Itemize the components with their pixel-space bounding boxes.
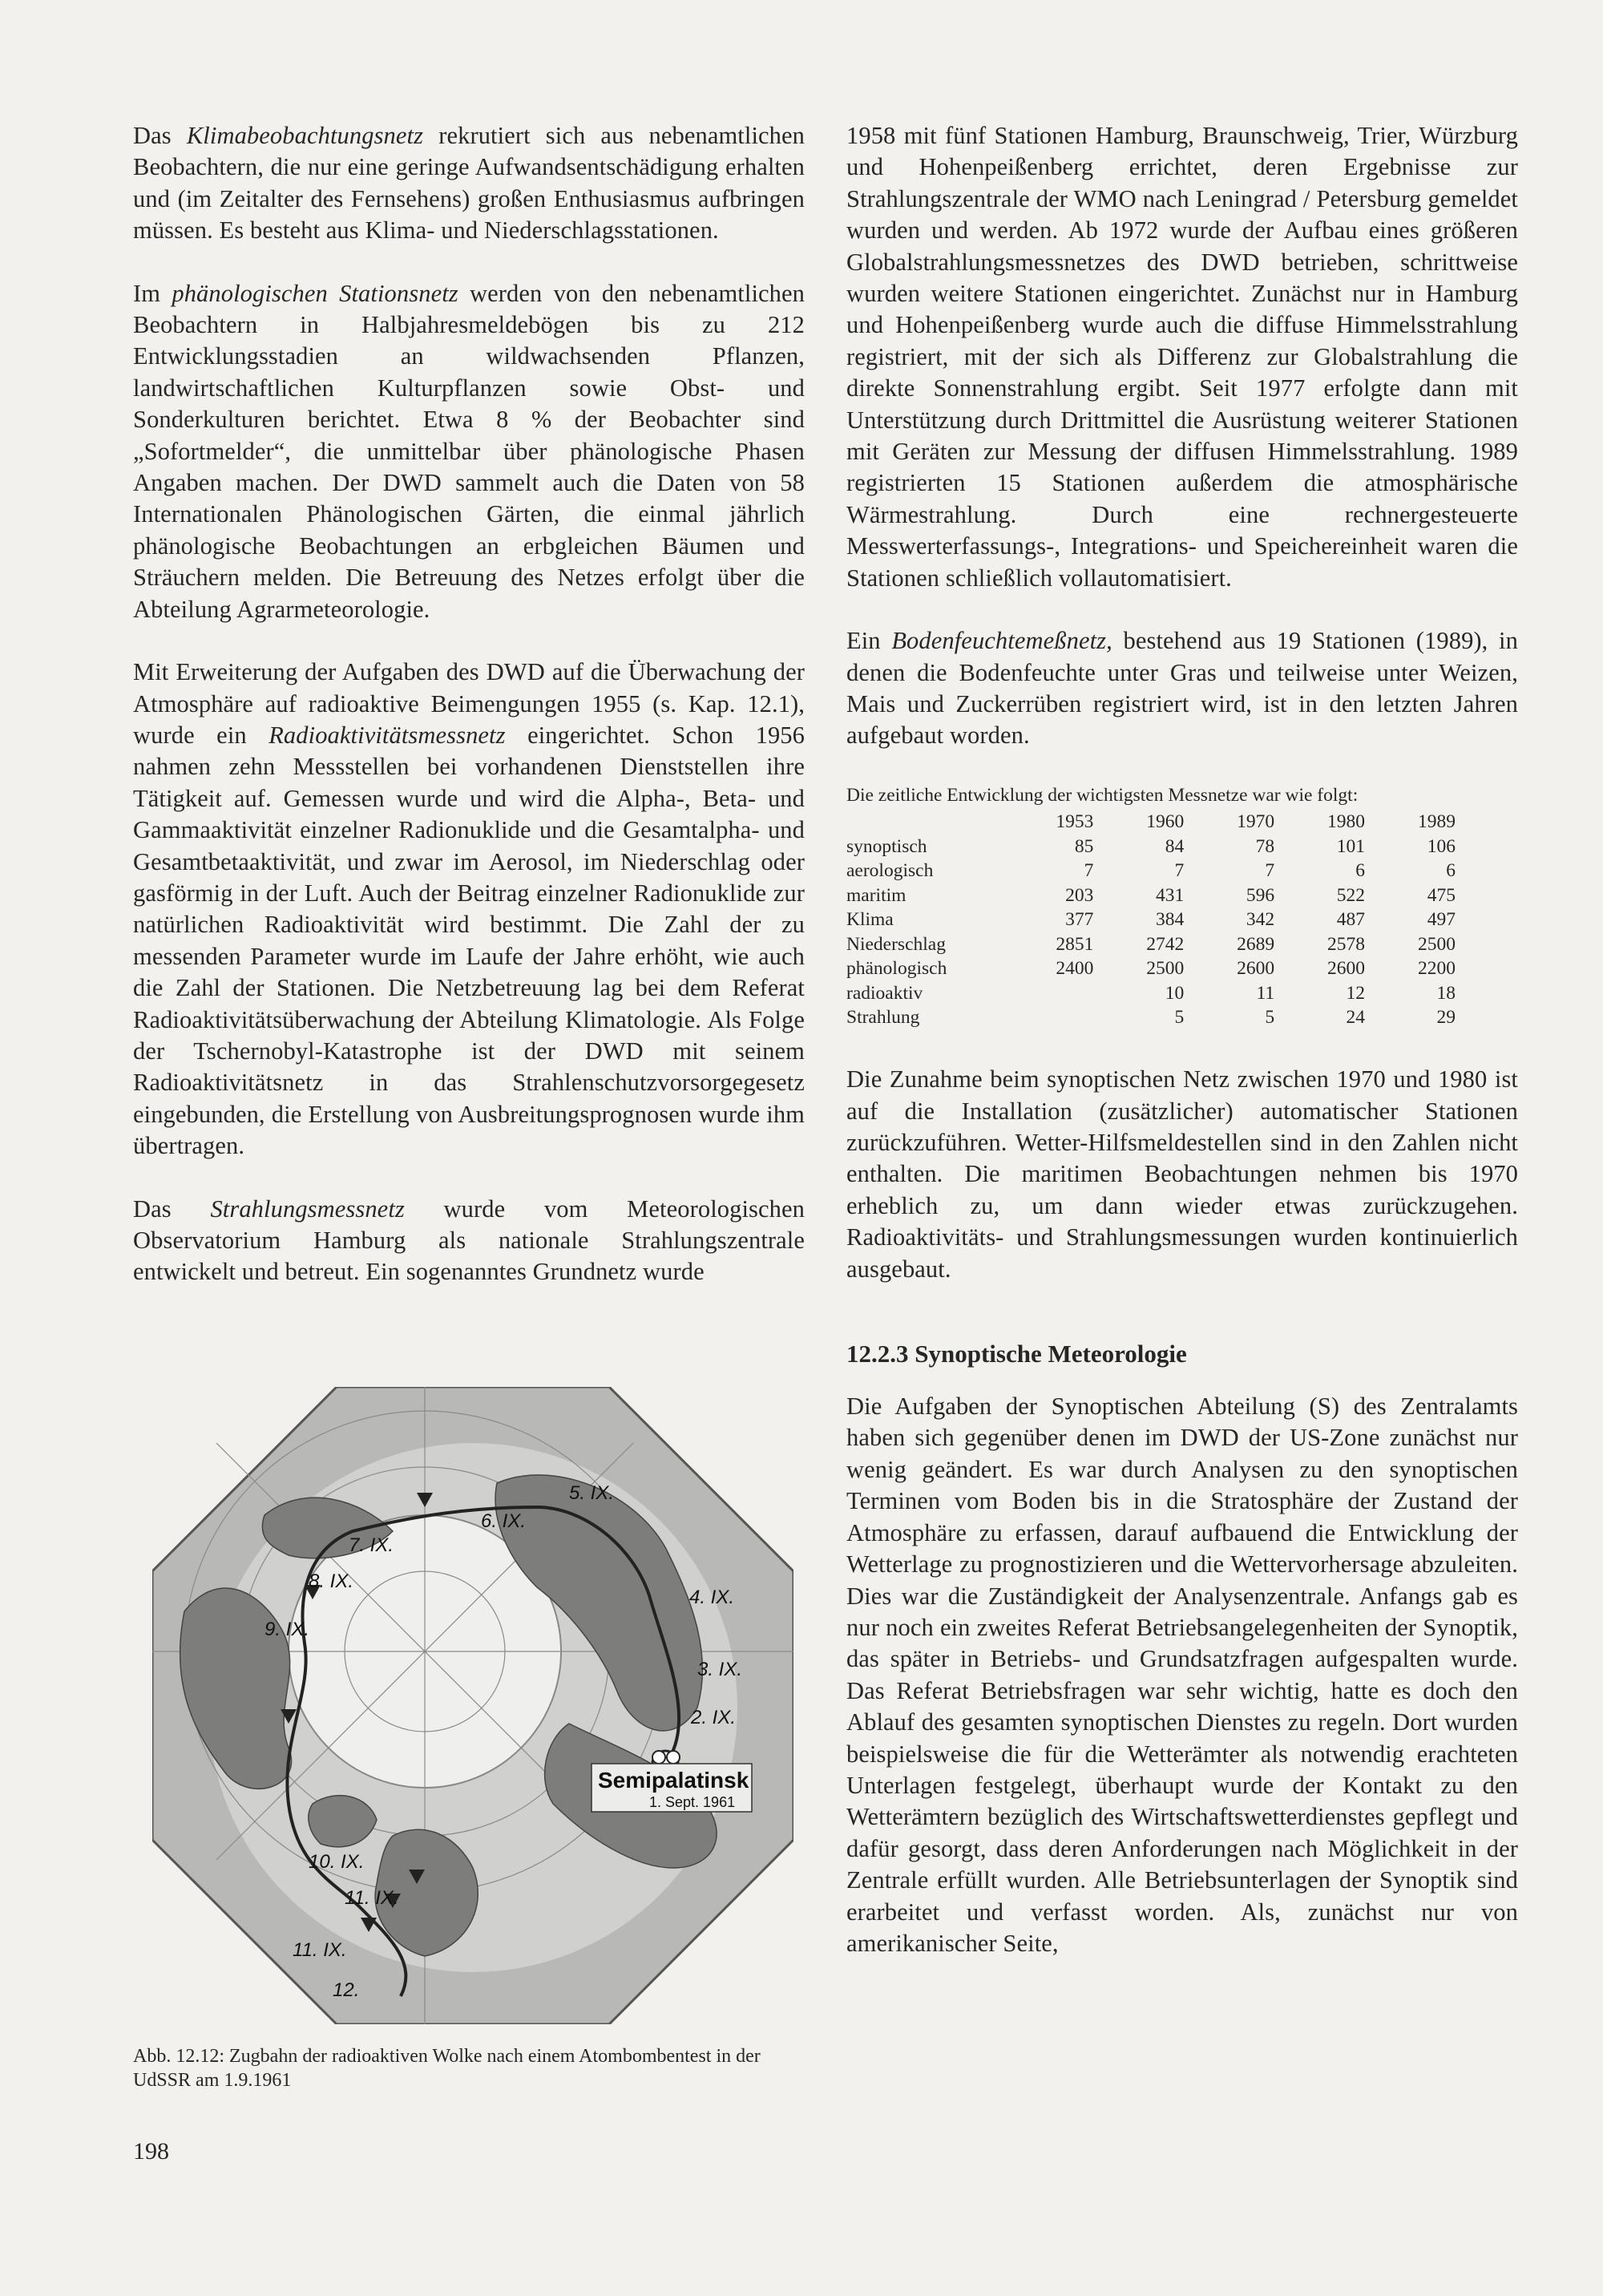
paragraph-grundnetz: 1958 mit fünf Stationen Hamburg, Braunschweig, Trier, Würzburg und Hohenpeißenberg errichtet, deren Ergebnisse zur Strahlungszentrale der WMO nach Leningrad / Petersburg gemeldet wurden und werden. Ab 1972 wurde der Aufbau eines größeren Globalstrahlungsmessnetzes des DWD betrieben, schrittweise wurden weitere Stationen eingerichtet. Zunächst nur in Hamburg und Hohenpeißenberg wurde auch die diffuse Himmelsstrahlung registriert, mit der sich als Differenz zur Globalstrahlung die direkte Sonnenstrahlung ergibt. Seit 1977 erfolgte dann mit Unterstützung durch Drittmittel die Ausrüstung weiterer Stationen mit Geräten zur Messung der diffusen Himmelsstrahlung. 1989 registrierten 15 Stationen außerdem die atmosphärische Wärmestrahlung. Durch eine rechnergesteuerte Messwerterfassungs-, Integrations- und Speichereinheit waren die Stationen schließlich vollautomatisiert. [846, 122, 1518, 592]
table-cell: 431 [1155, 884, 1185, 906]
table-cell: 384 [1155, 909, 1185, 931]
paragraph-phaenologisches-netz: Im phänologischen Stationsnetz werden von den nebenamtlichen Beobachtern in Halbjahresmeldebögen bis zu 212 Entwicklungsstadien an wildwachsenden Pflanzen, landwirtschaftlichen Kulturpflanzen sowie Obst- und Sonderkulturen berichtet. Etwa 8 % der Beobachter sind „Sofortmelder“, die unmittelbar über phänologische Phasen Angaben machen. Der DWD sammelt auch die Daten von 58 Internationalen Phänologischen Gärten, die einmal jährlich phänologische Beobachtungen an erbgleichen Bäumen und Sträuchern melden. Die Betreuung des Netzes erfolgt über die Abteilung Agrarmeteorologie. [133, 279, 805, 623]
paragraph-klimabeobachtungsnetz: Das Klimabeobachtungsnetz rekrutiert sich aus nebenamtlichen Beobachtern, die nur eine geringe Aufwandsentschädigung erhalten und (im Zeitalter des Fernsehens) großen Enthusiasmus aufbringen müssen. Es besteht aus Klima- und Niederschlagsstationen. [133, 122, 805, 245]
table-cell: 596 [1246, 884, 1275, 906]
table-cell [1003, 981, 1093, 1006]
year-header: 1980 [1327, 811, 1366, 833]
label-6-ix: 6. IX. [481, 1510, 527, 1532]
table-cell [1003, 1006, 1093, 1031]
table-cell: 497 [1427, 909, 1456, 931]
label-11-ix-b: 11. IX. [293, 1939, 347, 1961]
year-header: 1989 [1418, 811, 1456, 833]
table-row [846, 981, 1456, 1006]
paragraph-bodenfeuchte: Ein Bodenfeuchtemeßnetz, bestehend aus 19 Stationen (1989), in denen die Bodenfeuchte unter Gras und teilweise unter Weizen, Mais und Zuckerrüben registriert wird, ist in den letzten Jahren aufgebaut worden. [846, 627, 1518, 750]
paragraph-strahlungsmessnetz: Das Strahlungsmessnetz wurde vom Meteorologischen Observatorium Hamburg als nationale Strahlungszentrale entwickelt und betreut. Ein sogenanntes Grundnetz wurde [133, 1194, 805, 1286]
network-table-block [846, 783, 1518, 1031]
table-row [846, 835, 1456, 859]
table-cell: 5 [1174, 1007, 1185, 1029]
table-cell: 487 [1336, 909, 1366, 931]
table-row [846, 883, 1456, 908]
table-cell: 2851 [1056, 933, 1094, 955]
table-cell: 12 [1346, 982, 1366, 1004]
table-cell: 6 [1355, 860, 1366, 882]
table-cell: 475 [1427, 884, 1456, 906]
year-header: 1953 [1056, 811, 1094, 833]
label-4-ix: 4. IX. [689, 1587, 735, 1608]
table-cell: 18 [1436, 982, 1456, 1004]
table-cell: 5 [1265, 1007, 1275, 1029]
table-cell: 29 [1436, 1007, 1456, 1029]
table-cell: 2689 [1237, 933, 1275, 955]
table-cell: 85 [1074, 835, 1094, 857]
page-number: 198 [133, 2138, 169, 2165]
row-label: aerologisch [846, 860, 934, 882]
table-cell: 203 [1065, 884, 1094, 906]
label-8-ix: 8. IX. [309, 1570, 354, 1592]
table-cell: 342 [1246, 909, 1275, 931]
figure-caption: Abb. 12.12: Zugbahn der radioaktiven Wolke nach einem Atombombentest in der UdSSR am 1.9.1961 [133, 2046, 761, 2091]
label-7-ix: 7. IX. [349, 1534, 394, 1556]
label-10-ix: 10. IX. [309, 1851, 365, 1873]
row-label: Niederschlag [846, 933, 946, 955]
polar-map [152, 1387, 793, 2024]
label-12: 12. [333, 1979, 360, 2001]
table-cell: 2400 [1056, 958, 1094, 980]
table-cell: 2200 [1418, 958, 1456, 980]
table-row [846, 957, 1456, 982]
section-heading: 12.2.3 Synoptische Meteorologie [846, 1340, 1187, 1368]
semipalatinsk-label [592, 1764, 752, 1812]
table-cell: 2500 [1146, 958, 1185, 980]
table-cell: 2600 [1237, 958, 1275, 980]
paragraph-synoptische-abteilung: Die Aufgaben der Synoptischen Abteilung (S) des Zentralamts haben sich gegenüber denen im DWD der US-Zone zunächst nur wenig geändert. Es war durch Analysen zu den synoptischen Terminen vom Boden bis in die Stratosphäre der Zustand der Atmosphäre zu erfassen, darauf aufbauend die Entwicklung der Wetterlage zu prognostizieren und die Wettervorhersage abzuleiten. Dies war die Zuständigkeit der Analysenzentrale. Anfangs gab es nur noch ein zweites Referat Betriebsangelegenheiten der Synoptik, das später in Betriebs- und Grundsatzfragen aufgespalten wurde. Das Referat Betriebsfragen war sehr wichtig, hatte es doch den Ablauf des gesamten synoptischen Dienstes zu regeln. Dort wurden beispielsweise die für die Wetterämter als notwendig erachteten Unterlagen festgelegt, überhaupt wurde der Kontakt zu den Wetterämtern bezüglich des Wirtschaftswetterdienstes gepflegt und dafür gesorgt, dass deren Anforderungen nach Möglichkeit in der Zentrale erfüllt wurden. Alle Betriebsunterlagen der Synoptik sind erarbeitet und verfasst worden. Als, zunächst nur von amerikanischer Seite, [846, 1393, 1518, 1957]
year-header: 1970 [1237, 811, 1275, 833]
test-date: 1. Sept. 1961 [649, 1794, 736, 1810]
label-2-ix: 2. IX. [691, 1707, 737, 1728]
label-5-ix: 5. IX. [569, 1482, 615, 1504]
label-11-ix-a: 11. IX. [345, 1887, 399, 1909]
row-label: phänologisch [846, 958, 947, 980]
label-9-ix: 9. IX. [264, 1619, 310, 1640]
row-label: Klima [846, 909, 894, 931]
table-cell: 7 [1174, 860, 1185, 882]
table-cell: 7 [1265, 860, 1275, 882]
table-row [846, 859, 1456, 884]
year-header: 1960 [1146, 811, 1185, 833]
table-cell: 2578 [1327, 933, 1366, 955]
table-cell: 6 [1446, 860, 1456, 882]
table-cell: 2600 [1327, 958, 1366, 980]
figure-map [152, 1387, 793, 2024]
row-label: synoptisch [846, 835, 927, 857]
left-column [133, 120, 805, 1320]
label-3-ix: 3. IX. [697, 1659, 743, 1680]
table-cell: 2500 [1418, 933, 1456, 955]
table-cell: 10 [1165, 982, 1185, 1004]
table-cell: 84 [1165, 835, 1185, 857]
network-table [846, 810, 1456, 1031]
table-cell: 101 [1336, 835, 1366, 857]
place-name: Semipalatinsk [598, 1768, 749, 1793]
row-label: maritim [846, 884, 906, 906]
table-cell: 7 [1084, 860, 1094, 882]
table-header-row [846, 810, 1456, 835]
table-row [846, 1006, 1456, 1031]
paragraph-zunahme: Die Zunahme beim synoptischen Netz zwischen 1970 und 1980 ist auf die Installation (zusätzlicher) automatischer Stationen zurückzuführen. Wetter-Hilfsmeldestellen sind in den Zahlen nicht enthalten. Die maritimen Beobachtungen nehmen bis 1970 erheblich zu, um dann wieder etwas zurückzugehen. Radioaktivitäts- und Strahlungsmessungen wurden kontinuierlich ausgebaut. [846, 1065, 1518, 1283]
right-column [846, 120, 1518, 1991]
row-label: Strahlung [846, 1007, 920, 1029]
table-cell: 24 [1346, 1007, 1366, 1029]
table-row [846, 908, 1456, 933]
table-cell: 2742 [1146, 933, 1185, 955]
paragraph-radioaktivitaetsmessnetz: Mit Erweiterung der Aufgaben des DWD auf die Überwachung der Atmosphäre auf radioaktive Beimengungen 1955 (s. Kap. 12.1), wurde ein Radioaktivitätsmessnetz eingerichtet. Schon 1956 nahmen zehn Messstellen bei vorhandenen Dienststellen ihre Tätigkeit auf. Gemessen wurde und wird die Alpha-, Beta- und Gammaaktivität einzelner Radionuklide und die Gesamtalpha- und Gesamtbetaaktivität, und zwar im Aerosol, im Niederschlag oder gasförmig in der Luft. Auch der Beitrag einzelner Radionuklide zur natürlichen Radioaktivität wird bestimmt. Die Zahl der zu messenden Parameter wurde im Laufe der Jahre erhöht, wie auch die Zahl der Stationen. Die Netzbetreuung lag bei dem Referat Radioaktivitätsüberwachung der Abteilung Klimatologie. Als Folge der Tschernobyl-Katastrophe ist der DWD mit seinem Radioaktivitätsnetz in das Strahlenschutzvorsorgegesetz eingebunden, die Erstellung von Ausbreitungsprognosen wurde ihm übertragen. [133, 658, 806, 1160]
table-cell: 522 [1336, 884, 1366, 906]
table-cell: 106 [1427, 835, 1456, 857]
table-intro: Die zeitliche Entwicklung der wichtigsten Messnetze war wie folgt: [846, 784, 1359, 806]
row-label: radioaktiv [846, 982, 923, 1004]
table-cell: 78 [1255, 835, 1275, 857]
table-row [846, 932, 1456, 957]
table-cell: 377 [1065, 909, 1094, 931]
table-cell: 11 [1256, 982, 1275, 1004]
